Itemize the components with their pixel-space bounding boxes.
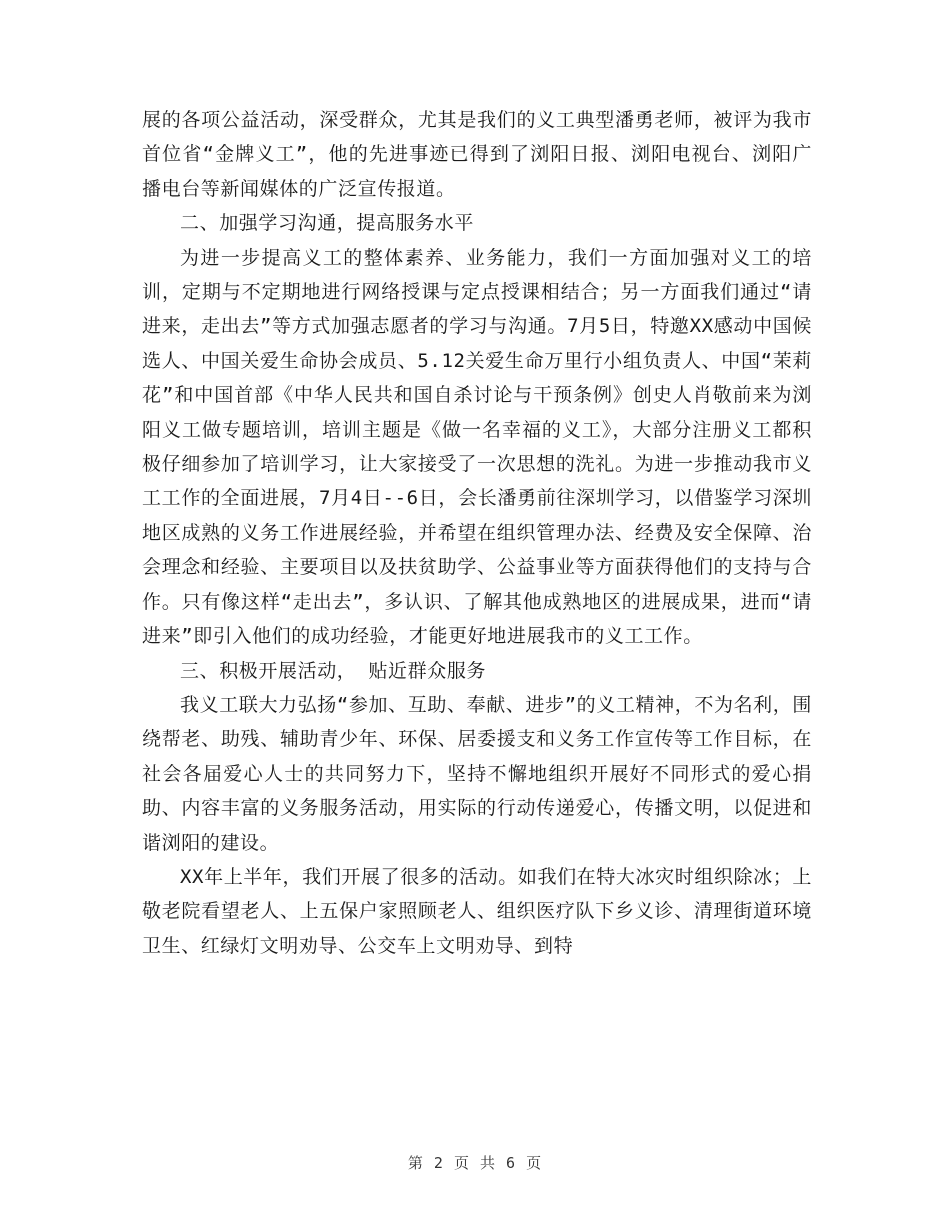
paragraph-activities: XX年上半年，我们开展了很多的活动。如我们在特大冰灾时组织除冰；上敬老院看望老人、上五保户家照顾老人、组织医疗队下乡义诊、清理街道环境卫生、红绿灯文明劝导、公交车上文明劝导、到特 (142, 865, 812, 957)
page-number-footer: 第 2 页 共 6 页 (407, 1154, 543, 1172)
paragraph-continuation: 展的各项公益活动，深受群众，尤其是我们的义工典型潘勇老师，被评为我市首位省“金牌义工”，他的先进事迹已得到了浏阳日报、浏阳电视台、浏阳广播电台等新闻媒体的广泛宣传报道。 (142, 109, 812, 200)
paragraph-training: 为进一步提高义工的整体素养、业务能力，我们一方面加强对义工的培训，定期与不定期地进行网络授课与定点授课相结合；另一方面我们通过“请进来，走出去”等方式加强志愿者的学习与沟通。7月5日，特邀XX感动中国候选人、中国关爱生命协会成员、5.12关爱生命万里行小组负责人、中国“茉莉花”和中国首部《中华人民共和国自杀讨论与干预条例》创史人肖敬前来为浏阳义工做专题培训，培训主题是《做一名幸福的义工》，大部分注册义工都积极仔细参加了培训学习，让大家接受了一次思想的洗礼。为进一步推动我市义工工作的全面进展，7月4日--6日，会长潘勇前往深圳学习，以借鉴学习深圳地区成熟的义务工作进展经验，并希望在组织管理办法、经费及安全保障、治会理念和经验、主要项目以及扶贫助学、公益事业等方面获得他们的支持与合作。只有像这样“走出去”，多认识、了解其他成熟地区的进展成果，进而“请进来”即引入他们的成功经验，才能更好地进展我市的义工工作。 (142, 246, 812, 648)
paragraph-spirit: 我义工联大力弘扬“参加、互助、奉献、进步”的义工精神，不为名利，围绕帮老、助残、辅助青少年、环保、居委援支和义务工作宣传等工作目标，在社会各届爱心人士的共同努力下，坚持不懈地组织开展好不同形式的爱心捐助、内容丰富的义务服务活动，用实际的行动传递爱心，传播文明，以促进和谐浏阳的建设。 (142, 693, 812, 854)
section-heading-2: 二、加强学习沟通，提高服务水平 (180, 212, 475, 235)
document-body (142, 103, 812, 963)
section-heading-3: 三、积极开展活动， 贴近群众服务 (180, 659, 487, 682)
